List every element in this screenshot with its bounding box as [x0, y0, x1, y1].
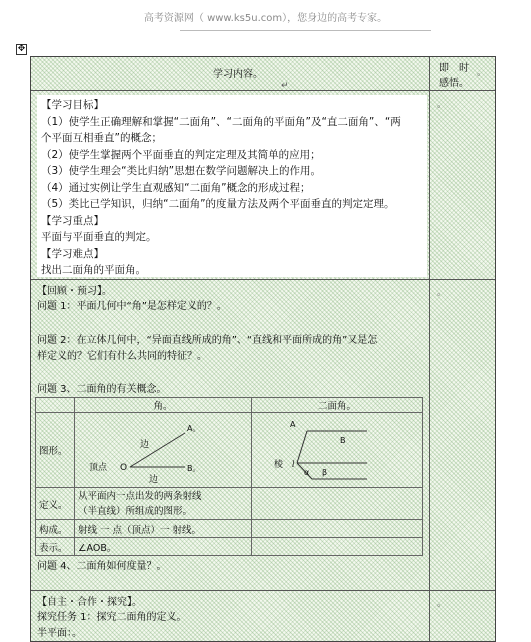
review-title: 【回顾・预习】。	[37, 286, 112, 297]
difficulty-title: 【学习难点】	[41, 247, 104, 260]
key-points-title: 【学习重点】	[41, 214, 104, 227]
angle-a-label: A。	[187, 424, 201, 433]
angle-figure-cell	[75, 413, 252, 488]
angle-figure	[75, 413, 245, 487]
angle-vertex-label: 顶点	[89, 463, 108, 473]
dihedral-figure-cell	[252, 413, 423, 488]
angle-definition	[75, 488, 252, 520]
angle-edge-bottom-label: 边	[149, 475, 159, 485]
table-move-handle-icon[interactable]: ✥	[17, 44, 26, 54]
dihedral-beta-label: β	[322, 468, 328, 477]
angle-representation: ∠AOB。	[75, 538, 252, 556]
column-divider	[429, 57, 430, 641]
question-4: 问题 4、二面角如何度量？。	[37, 561, 167, 572]
difficulty-text: 找出二面角的平面角。	[41, 264, 146, 276]
concept-head-angle: 角。	[75, 398, 252, 413]
angle-definition-line-1: 从平面内一点出发的两条射线	[78, 490, 202, 502]
row-label-figure: 图形。	[36, 413, 75, 488]
half-plane-label: 半平面：。	[37, 628, 82, 639]
question-2-line-1: 问题 2：在立体几何中，“异面直线所成的角”、“直线和平面所成的角”又是怎	[37, 335, 378, 346]
objective-item: （1）使学生正确理解和掌握“二面角”、“二面角的平面角”及“直二面角”、“两	[41, 115, 401, 128]
concept-table	[35, 397, 423, 556]
paragraph-mark: ↵	[281, 81, 289, 91]
question-1: 问题 1：平面几何中“角”是怎样定义的？。	[37, 301, 227, 312]
dihedral-composition-cell	[252, 520, 423, 538]
row-divider	[31, 279, 495, 280]
question-2-line-2: 样定义的？它们有什么共同的特征？。	[37, 351, 207, 362]
cell-end-mark: 。	[437, 288, 447, 298]
dihedral-edge-label: 棱	[274, 460, 284, 470]
explore-task-1: 探究任务 1：探究二面角的定义。	[37, 612, 187, 623]
angle-composition: 射线 一 点（顶点）一 射线。	[75, 520, 252, 538]
header-row-divider	[31, 90, 495, 91]
objectives-title: 【学习目标】	[41, 99, 104, 111]
concept-head-dihedral: 二面角。	[252, 398, 423, 413]
header-rule	[180, 30, 431, 31]
question-3: 问题 3、二面角的有关概念。	[37, 384, 167, 395]
column-header-content: 学习内容。	[213, 69, 263, 80]
angle-definition-line-2: （半直线）所组成的图形。	[78, 505, 193, 517]
explore-title: 【自主・合作・探究】。	[37, 597, 142, 608]
row-label-definition: 定义。	[36, 488, 75, 520]
dihedral-b-label: B	[340, 436, 346, 445]
angle-edge-top-label: 边	[140, 440, 150, 450]
cell-end-mark: 。	[437, 599, 447, 609]
lesson-table	[30, 56, 496, 642]
concept-corner-cell	[36, 398, 75, 413]
objective-item: （3）使学生理会“类比归纳”思想在数学问题解决上的作用。	[41, 165, 322, 177]
dihedral-alpha-label: α	[304, 468, 310, 477]
objective-item: （5）类比已学知识，归纳“二面角”的度量方法及两个平面垂直的判定定理。	[41, 198, 395, 210]
row-label-representation: 表示。	[36, 538, 75, 556]
angle-o-label: O	[120, 463, 128, 473]
dihedral-l-label: l	[292, 460, 295, 469]
objective-item: （4）通过实例让学生直观感知“二面角”概念的形成过程；	[41, 181, 311, 194]
cell-end-mark: 。	[437, 100, 447, 110]
key-points-text: 平面与平面垂直的判定。	[41, 231, 157, 243]
dihedral-definition-cell	[252, 488, 423, 520]
dihedral-a-label: A	[290, 420, 296, 429]
dihedral-figure	[252, 413, 402, 487]
learning-objectives-block[interactable]	[37, 95, 427, 277]
dihedral-representation-cell	[252, 538, 423, 556]
objective-item: 个平面互相垂直”的概念；	[41, 132, 162, 144]
row-label-composition: 构成。	[36, 520, 75, 538]
page-header	[0, 0, 531, 38]
header-text: 高考资源网（ www.ks5u.com），您身边的高考专家。	[143, 13, 388, 24]
cell-end-mark: 。	[477, 68, 487, 78]
column-header-feel: 即 时 感悟。	[439, 63, 469, 89]
objective-item: （2）使学生掌握两个平面垂直的判定定理及其简单的应用；	[41, 148, 321, 161]
angle-b-label: B。	[187, 464, 201, 473]
row-divider	[31, 590, 495, 591]
